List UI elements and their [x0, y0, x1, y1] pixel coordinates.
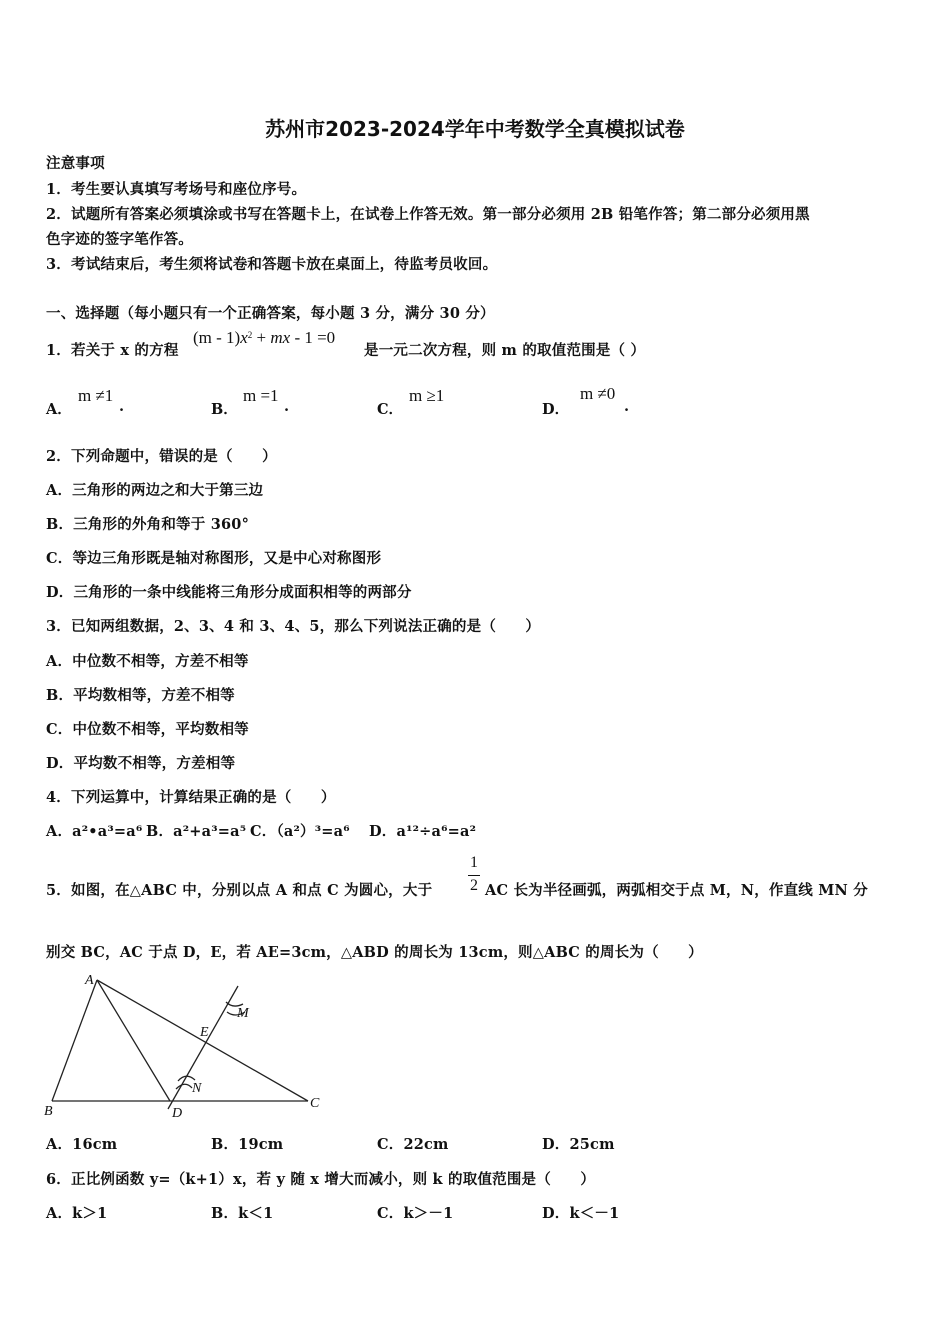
- q3-option-c: C．中位数不相等，平均数相等: [46, 721, 249, 738]
- q1-suffix: 是一元二次方程，则 m 的取值范围是（ ）: [364, 342, 646, 359]
- q3-option-d: D．平均数不相等，方差相等: [46, 755, 236, 772]
- q5-option-d: D．25cm: [542, 1136, 615, 1153]
- q1-option-b-expr: m =1: [243, 386, 279, 405]
- q1-option-c-expr: m ≥1: [409, 386, 445, 405]
- q6-option-b: B．k＜1: [211, 1205, 274, 1222]
- q2-option-c: C．等边三角形既是轴对称图形，又是中心对称图形: [46, 550, 382, 567]
- q1-option-a-label: A．: [46, 401, 72, 418]
- segment-ac: [97, 980, 308, 1101]
- notice-heading: 注意事项: [46, 155, 105, 172]
- q1-option-b-dot: .: [284, 398, 290, 415]
- segment-ad: [97, 980, 170, 1101]
- q5-fraction-bar: [468, 875, 480, 876]
- notice-item-2-line-1: 2．试题所有答案必须填涂或书写在答题卡上，在试卷上作答无效。第一部分必须用 2B 铅笔作答；第二部分必须用黑: [46, 206, 810, 223]
- point-m-label: M: [237, 1006, 249, 1021]
- q5-triangle-figure: [40, 968, 330, 1120]
- q3-option-b: B．平均数相等，方差不相等: [46, 687, 235, 704]
- point-n-label: N: [192, 1081, 202, 1096]
- point-c-label: C: [310, 1096, 320, 1111]
- page-title: 苏州市2023-2024学年中考数学全真模拟试卷: [265, 117, 685, 141]
- q5-fraction-denominator: 2: [470, 877, 478, 894]
- q1-option-a-dot: .: [119, 398, 125, 415]
- q4-option-a: A．a²•a³=a⁶: [46, 823, 143, 840]
- q4-option-c: C．（a²）³=a⁶: [250, 823, 350, 840]
- q5-fraction-numerator: 1: [470, 854, 478, 871]
- q2-stem: 2．下列命题中，错误的是（ ）: [46, 448, 277, 465]
- q2-option-b: B．三角形的外角和等于 360°: [46, 516, 250, 533]
- line-mn: [168, 986, 238, 1109]
- point-e-label: E: [200, 1025, 209, 1040]
- q1-option-a-expr: m ≠1: [78, 386, 114, 405]
- q5-option-c: C．22cm: [377, 1136, 449, 1153]
- q4-stem: 4．下列运算中，计算结果正确的是（ ）: [46, 789, 336, 806]
- notice-item-2-line-2: 色字迹的签字笔作答。: [46, 231, 193, 248]
- q5-option-a: A．16cm: [46, 1136, 118, 1153]
- q2-option-a: A．三角形的两边之和大于第三边: [46, 482, 264, 499]
- q2-option-d: D．三角形的一条中线能将三角形分成面积相等的两部分: [46, 584, 412, 601]
- q5-line1-suffix: AC 长为半径画弧，两弧相交于点 M，N，作直线 MN 分: [485, 882, 868, 899]
- notice-item-1: 1．考生要认真填写考场号和座位序号。: [46, 181, 307, 198]
- q6-option-d: D．k＜－1: [542, 1205, 620, 1222]
- segment-ab: [52, 980, 97, 1101]
- point-a-label: A: [85, 973, 94, 988]
- q1-option-b-label: B．: [211, 401, 238, 418]
- section-heading: 一、选择题（每小题只有一个正确答案，每小题 3 分，满分 30 分）: [46, 305, 495, 322]
- q6-option-a: A．k＞1: [46, 1205, 108, 1222]
- arc-n-2: [176, 1084, 192, 1089]
- q6-stem: 6．正比例函数 y=（k+1）x，若 y 随 x 增大而减小，则 k 的取值范围是（ ）: [46, 1171, 596, 1188]
- q4-option-b: B．a²+a³=a⁵: [146, 823, 247, 840]
- q1-prefix: 1．若关于 x 的方程: [46, 342, 179, 359]
- q3-option-a: A．中位数不相等，方差不相等: [46, 653, 249, 670]
- point-d-label: D: [172, 1106, 183, 1120]
- q4-option-d: D．a¹²÷a⁶=a²: [369, 823, 477, 840]
- q3-stem: 3．已知两组数据，2、3、4 和 3、4、5，那么下列说法正确的是（ ）: [46, 618, 541, 635]
- q6-option-c: C．k＞－1: [377, 1205, 454, 1222]
- q5-option-b: B．19cm: [211, 1136, 284, 1153]
- q1-equation: $(m - 1)x^2$ + mx - 1 =0: [193, 328, 336, 347]
- q5-line2: 别交 BC，AC 于点 D，E，若 AE=3cm，△ABD 的周长为 13cm，则△ABC 的周长为（ ）: [46, 944, 703, 961]
- q1-option-d-label: D．: [542, 401, 570, 418]
- q1-option-c-label: C．: [377, 401, 404, 418]
- q5-line1-prefix: 5．如图，在△ABC 中，分别以点 A 和点 C 为圆心，大于: [46, 882, 433, 899]
- q1-option-d-dot: .: [624, 398, 630, 415]
- notice-item-3: 3．考试结束后，考生须将试卷和答题卡放在桌面上，待监考员收回。: [46, 256, 498, 273]
- point-b-label: B: [44, 1104, 53, 1119]
- q1-option-d-expr: m ≠0: [580, 384, 616, 403]
